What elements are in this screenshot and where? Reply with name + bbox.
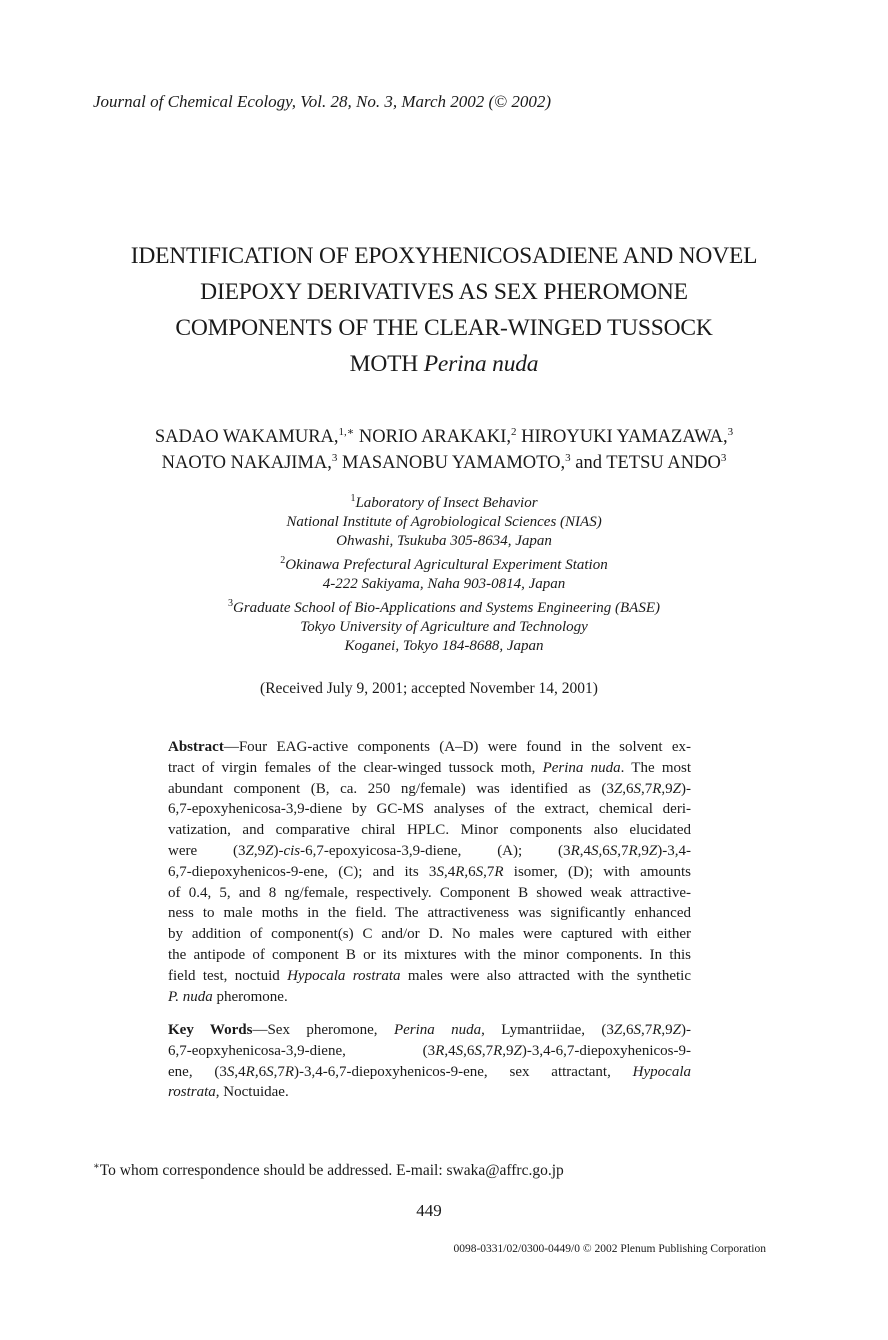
author-name: MASANOBU YAMAMOTO, [342, 453, 566, 473]
affiliation-sup: 2 [280, 555, 286, 566]
page-number: 449 [416, 1201, 442, 1220]
author-affil-sup: 2 [511, 426, 517, 438]
abstract-line: 6,7-epoxyhenicosa-3,9-diene by GC-MS analyses of the extract, chemical deri- [168, 801, 691, 818]
paper-title [60, 238, 828, 382]
affiliation-sup: 1 [350, 493, 356, 504]
affiliation-line: 4-222 Sakiyama, Naha 903-0814, Japan [322, 576, 566, 592]
author-name: HIROYUKI YAMAZAWA, [521, 427, 728, 447]
author-name: NAOTO NAKAJIMA, [161, 453, 332, 473]
footnote-text: To whom correspondence should be addressed. E-mail: swaka@affrc.go.jp [99, 1162, 564, 1179]
copyright-line: 0098-0331/02/0300-0449/0 © 2002 Plenum Publishing Corporation [453, 1243, 766, 1255]
keywords-line: Key Words—Sex pheromone, Perina nuda, Lymantriidae, (3Z,6S,7R,9Z)- [168, 1022, 692, 1038]
title-line-2: DIEPOXY DERIVATIVES AS SEX PHEROMONE [200, 279, 688, 305]
abstract-line: the antipode of component B or its mixtures with the minor components. In this [168, 946, 691, 963]
received-dates: (Received July 9, 2001; accepted November 14, 2001) [260, 680, 598, 697]
abstract-line: tract of virgin females of the clear-winged tussock moth, Perina nuda. The most [168, 759, 691, 776]
journal-header: Journal of Chemical Ecology, Vol. 28, No. 3, March 2002 (© 2002) [93, 92, 552, 111]
abstract-heading: Abstract [168, 739, 224, 755]
abstract-line: field test, noctuid Hypocala rostrata males were also attracted with the synthetic [168, 967, 692, 984]
abstract-line: abundant component (B, ca. 250 ng/female) was identified as (3Z,6S,7R,9Z)- [168, 780, 691, 797]
keywords-heading: Key Words [168, 1022, 253, 1038]
title-line-1: IDENTIFICATION OF EPOXYHENICOSADIENE AND NOVEL [130, 243, 758, 269]
abstract-line: vatization, and comparative chiral HPLC. Minor components also elucidated [168, 822, 691, 839]
affiliation-line: Graduate School of Bio-Applications and Systems Engineering (BASE) [232, 600, 660, 616]
affiliation-line: Ohwashi, Tsukuba 305-8634, Japan [336, 533, 552, 549]
affiliation-line: National Institute of Agrobiological Sciences (NIAS) [286, 514, 602, 530]
author-list [40, 424, 848, 476]
key-words [168, 1020, 691, 1103]
author-affil-sup: 3 [565, 452, 571, 464]
abstract-line: of 0.4, 5, and 8 ng/female, respectively. Component B showed weak attractive- [168, 884, 691, 901]
title-line-4-prefix: MOTH [349, 351, 424, 377]
author-line-2 [40, 450, 848, 476]
author-name: SADAO WAKAMURA, [154, 427, 339, 447]
abstract-line: by addition of component(s) C and/or D. No males were captured with either [168, 926, 691, 943]
affiliation-3 [110, 599, 778, 656]
abstract-line: ness to male moths in the field. The attractiveness was significantly enhanced [168, 905, 691, 922]
abstract-line: 6,7-diepoxyhenicos-9-ene, (C); and its 3S,4R,6S,7R isomer, (D); with amounts [168, 863, 691, 880]
keywords-line: ene, (3S,4R,6S,7R)-3,4-6,7-diepoxyhenicos-9-ene, sex attractant, Hypocala [168, 1063, 691, 1080]
author-affil-sup: 3 [331, 452, 338, 464]
author-affil-sup: 1,∗ [338, 426, 355, 438]
affiliation-line: Tokyo University of Agriculture and Technology [300, 619, 588, 635]
affiliation-sup: 3 [227, 598, 233, 609]
affiliation-line: Koganei, Tokyo 184-8688, Japan [344, 638, 544, 654]
author-line-1 [40, 424, 848, 450]
abstract [168, 737, 691, 1007]
author-name: NORIO ARAKAKI, [358, 427, 512, 447]
footnote-marker: ∗ [93, 1161, 100, 1172]
author-affil-sup: 3 [727, 426, 734, 438]
title-line-3: COMPONENTS OF THE CLEAR-WINGED TUSSOCK [175, 315, 713, 341]
affiliation-2 [110, 556, 778, 594]
keywords-line: 6,7-eopxyhenicosa-3,9-diene, (3R,4S,6S,7R,9Z)-3,4-6,7-diepoxyhenicos-9- [168, 1042, 691, 1059]
abstract-line: P. nuda pheromone. [168, 988, 288, 1005]
affiliation-line: Okinawa Prefectural Agricultural Experiment Station [285, 557, 608, 573]
author-name: and TETSU ANDO [575, 453, 721, 473]
author-affil-sup: 3 [720, 452, 727, 464]
title-line-4 [60, 346, 828, 382]
correspondence-footnote [93, 1162, 564, 1180]
abstract-line: were (3Z,9Z)-cis-6,7-epoxyicosa-3,9-diene, (A); (3R,4S,6S,7R,9Z)-3,4- [168, 842, 691, 859]
affiliation-line: Laboratory of Insect Behavior [355, 495, 538, 511]
abstract-line: Abstract—Four EAG-active components (A–D) were found in the solvent ex- [168, 739, 691, 755]
keywords-line: rostrata, Noctuidae. [168, 1084, 289, 1101]
affiliations [110, 494, 778, 661]
affiliation-1 [110, 494, 778, 551]
title-species: Perina nuda [423, 351, 539, 377]
